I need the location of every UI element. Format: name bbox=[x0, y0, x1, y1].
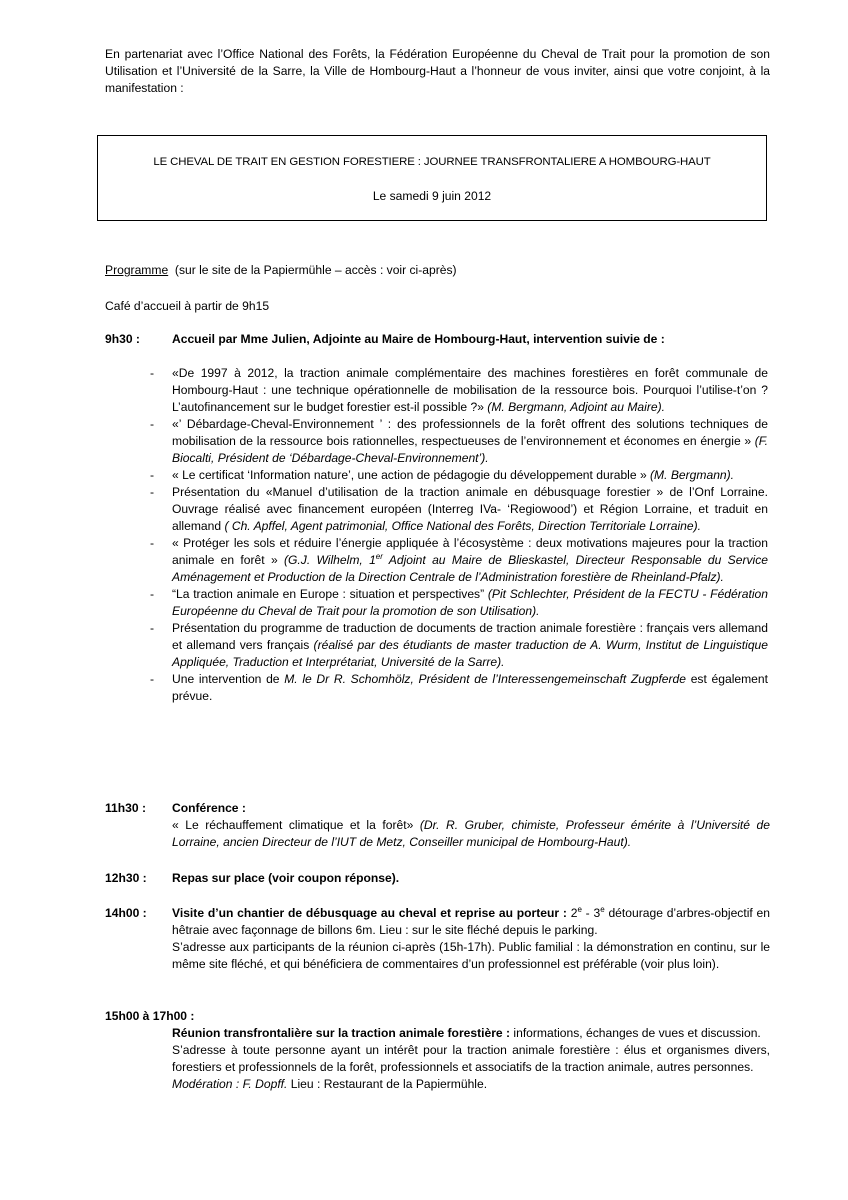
time-12h30: 12h30 : bbox=[105, 871, 147, 885]
list-dash: - bbox=[150, 672, 155, 686]
list-item bbox=[150, 484, 768, 535]
heading-11h30: Conférence : bbox=[172, 801, 246, 815]
reunion-heading: Réunion transfrontalière sur la traction animale forestière : bbox=[172, 1026, 511, 1040]
reunion-text bbox=[172, 1025, 770, 1093]
visite-part: - 3 bbox=[581, 906, 601, 920]
item-text: Une intervention de bbox=[172, 672, 285, 686]
superscript: er bbox=[375, 551, 383, 561]
conference-title: « Le réchauffement climatique et la forêt» bbox=[172, 818, 420, 832]
visite-p1 bbox=[172, 905, 770, 939]
item-text: «De 1997 à 2012, la traction animale complémentaire des machines forestières en forêt communale de Hombourg-Haut : une technique opérationnelle de mobilisation de la ressource bois. Pourquoi l’utilise-t’on ? L’autofinancement sur le budget forestier est-il possible ?» bbox=[172, 366, 768, 414]
item-speaker: (M. Bergmann). bbox=[650, 468, 735, 482]
list-dash: - bbox=[150, 417, 155, 431]
item-speaker: (réalisé par des étudiants de master traduction de A. Wurm, Institut de Linguistique Appliquée, Traduction et Interprétariat, Université de la Sarre). bbox=[172, 638, 769, 669]
time-9h30: 9h30 : bbox=[105, 332, 140, 346]
heading-9h30: Accueil par Mme Julien, Adjointe au Maire de Hombourg-Haut, intervention suivie de : bbox=[172, 332, 665, 346]
speaker-part: (G.J. Wilhelm, 1 bbox=[283, 553, 376, 567]
event-title: LE CHEVAL DE TRAIT EN GESTION FORESTIERE : JOURNEE TRANSFRONTALIERE A HOMBOURG-HAUT bbox=[153, 156, 711, 168]
repas-text: Repas sur place (voir coupon réponse). bbox=[172, 871, 400, 885]
speaker-part: Adjoint au Maire de Blieskastel, Directeur Responsable du Service Aménagement et Production de la Direction Centrale de l’Administration forestière de Rheinland-Pfalz). bbox=[172, 553, 769, 584]
list-item bbox=[150, 467, 768, 484]
list-dash: - bbox=[150, 366, 155, 380]
list-item bbox=[150, 365, 768, 416]
time-14h00: 14h00 : bbox=[105, 906, 147, 920]
item-speaker: (F. Biocalti, Président de ‘Débardage-Cheval-Environnement’). bbox=[172, 434, 768, 465]
item-text: «’ Débardage-Cheval-Environnement ’ : des professionnels de la forêt offrent des solutions techniques de mobilisation de la ressource bois rationnelles, respectueuses de l’environnement et économes en énergie » bbox=[172, 417, 768, 448]
visite-text bbox=[172, 905, 770, 973]
item-text: Présentation du «Manuel d’utilisation de la traction animale en débusquage forestier » de l’Onf Lorraine. Ouvrage réalisé avec financement européen (Interreg IVa- ‘Regiowood’) et Région Lorraine, et traduit en allemand bbox=[172, 485, 768, 533]
reunion-p3 bbox=[172, 1076, 770, 1093]
conference-speaker: (Dr. R. Gruber, chimiste, Professeur émérite à l’Université de Lorraine, ancien Directeur de l’IUT de Metz, Conseiller municipal de Hombourg-Haut). bbox=[172, 818, 770, 849]
visite-heading: Visite d’un chantier de débusquage au cheval et reprise au porteur : bbox=[172, 906, 567, 920]
visite-p2: S’adresse aux participants de la réunion ci-après (15h-17h). Public familial : la démonstration en continu, sur le même site fléché, et qui bénéficiera de commentaires d’un professionnel est préférable (voir plus loin). bbox=[172, 940, 770, 971]
item-speaker: ( Ch. Apffel, Agent patrimonial, Office National des Forêts, Direction Territoriale Lorraine). bbox=[224, 519, 702, 533]
event-date: Le samedi 9 juin 2012 bbox=[372, 189, 492, 203]
programme-note: (sur le site de la Papiermühle – accès : voir ci-après) bbox=[174, 263, 457, 277]
programme-line bbox=[105, 262, 457, 279]
moderation: Modération : F. Dopff. bbox=[172, 1077, 288, 1091]
item-speaker: (Pit Schlechter, Président de la FECTU - Fédération Européenne du Cheval de Trait pour la promotion de son Utilisation). bbox=[172, 587, 768, 618]
list-item bbox=[150, 671, 768, 705]
item-text: Présentation du programme de traduction de documents de traction animale forestière : français vers allemand et allemand vers français bbox=[172, 621, 768, 652]
time-11h30: 11h30 : bbox=[105, 801, 147, 815]
list-dash: - bbox=[150, 621, 155, 635]
time-15h00: 15h00 à 17h00 : bbox=[105, 1009, 195, 1023]
item-text: “La traction animale en Europe : situation et perspectives” bbox=[172, 587, 488, 601]
list-dash: - bbox=[150, 468, 155, 482]
list-item bbox=[150, 535, 768, 586]
superscript: e bbox=[577, 904, 582, 914]
item-text: « Le certificat ‘Information nature’, une action de pédagogie du développement durable » bbox=[172, 468, 651, 482]
conference-text bbox=[172, 817, 770, 851]
programme-label: Programme bbox=[105, 263, 169, 277]
intervention-list bbox=[150, 365, 768, 705]
list-item bbox=[150, 586, 768, 620]
list-dash: - bbox=[150, 587, 155, 601]
item-text: est également prévue. bbox=[172, 672, 768, 703]
list-item bbox=[150, 620, 768, 671]
cafe-accueil: Café d’accueil à partir de 9h15 bbox=[105, 299, 270, 313]
reunion-p1 bbox=[172, 1025, 770, 1042]
item-speaker: M. le Dr R. Schomhölz, Président de l’Interessengemeinschaft Zugpferde bbox=[284, 672, 687, 686]
list-dash: - bbox=[150, 536, 155, 550]
lieu: Lieu : Restaurant de la Papiermühle. bbox=[287, 1077, 488, 1091]
event-title-box bbox=[97, 135, 767, 221]
reunion-p2: S’adresse à toute personne ayant un intérêt pour la traction animale forestière : élus et organismes divers, forestiers et professionnels de la forêt, professionnels et associatifs de la traction animale, autres personnes. bbox=[172, 1043, 770, 1074]
visite-part: 2 bbox=[566, 906, 578, 920]
item-speaker: (M. Bergmann, Adjoint au Maire). bbox=[487, 400, 665, 414]
list-item bbox=[150, 416, 768, 467]
visite-part: détourage d’arbres-objectif en hêtraie avec façonnage de billons 6m. Lieu : sur le site fléché depuis le parking. bbox=[172, 906, 770, 937]
intro-paragraph: En partenariat avec l’Office National des Forêts, la Fédération Européenne du Cheval de Trait pour la promotion de son Utilisation et l’Université de la Sarre, la Ville de Hombourg-Haut a l’honneur de vous inviter, ainsi que votre conjoint, à la manifestation : bbox=[105, 47, 770, 95]
reunion-part: informations, échanges de vues et discussion. bbox=[510, 1026, 761, 1040]
item-text: « Protéger les sols et réduire l’énergie appliquée à l’écosystème : deux motivations majeures pour la traction animale en forêt » bbox=[172, 536, 768, 567]
superscript: e bbox=[600, 904, 605, 914]
list-dash: - bbox=[150, 485, 155, 499]
